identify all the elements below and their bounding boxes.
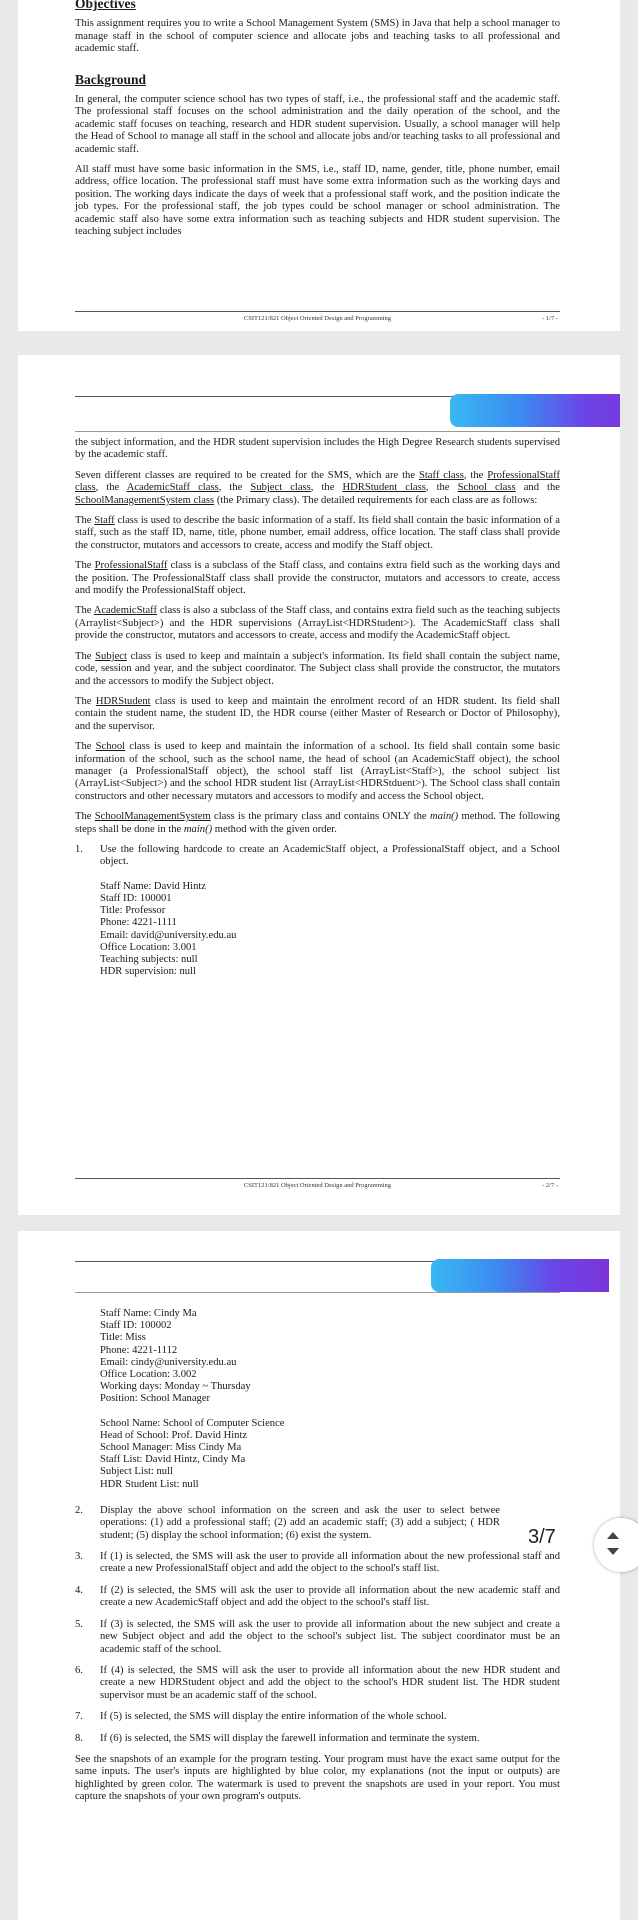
professional-staff-hardcode: Staff Name: Cindy Ma Staff ID: 100002 Title: Miss Phone: 4221-1112 Email: cindy@university.edu.au Office Location: 3.002 Working days: Monday ~ Thursday Position: School Manager	[100, 1308, 251, 1405]
objectives-paragraph: This assignment requires you to write a School Management System (SMS) in Java that help a school manager to manage staff in the school of computer science and allocate jobs and teaching tasks to all professional and academic staff.	[75, 18, 560, 55]
classes-overview-paragraph: Seven different classes are required to be created for the SMS, which are the Staff class, the ProfessionalStaff class, the AcademicStaff class, the Subject class, the HDRStudent class, the School class and the SchoolManagementSystem class (the Primary class). The detailed requirements for each class are as follows:	[75, 469, 560, 506]
list-item: 4. If (2) is selected, the SMS will ask the user to provide all information about the new academic staff and create a new AcademicStaff object and add the object to the school's staff list.	[75, 1584, 560, 1609]
school-hardcode: School Name: School of Computer Science Head of School: Prof. David Hintz School Manager: Miss Cindy Ma Staff List: David Hintz, Cindy Ma Subject List: null HDR Student List: null	[100, 1417, 285, 1490]
subject-class-paragraph: The Subject class is used to keep and maintain a subject's information. Its field shall contain the subject name, code, session and year, and the subject coordinator. The Subject class shall provide the constructor, the mutators and the accessors to modify the Subject object.	[75, 650, 560, 687]
objectives-heading: Objectives	[75, 0, 136, 11]
list-item: 6. If (4) is selected, the SMS will ask the user to provide all information about the new HDR student and create a new HDRStudent object and add the object to the school's HDR student list. The HDR student supervisor must be an academic staff of the school.	[75, 1664, 560, 1701]
page2-header-rule-lower	[75, 431, 560, 432]
steps-list-part1	[75, 844, 560, 978]
page2-content	[75, 437, 560, 987]
page2-header-banner	[450, 394, 620, 427]
continuation-paragraph: the subject information, and the HDR student supervision includes the High Degree Research students supervised by the academic staff.	[75, 437, 560, 461]
school-class-paragraph: The School class is used to keep and maintain the information of a school. Its field shall contain some basic information of the school, such as the school name, the head of school (an AcademicStaff object), the school manager (a ProfessionalStaff object), the school staff list (ArrayList<Staff>), the school subject list (ArrayList<Subject>) and the school HDR student list (ArrayList<HDRStduent>). The School class shall contain constructors and other necessary mutators and accessors to modify and access the School object.	[75, 741, 561, 802]
background-heading: Background	[75, 71, 147, 87]
page1-footer	[75, 311, 560, 322]
closing-paragraph: See the snapshots of an example for the program testing. Your program must have the exact same output for the same inputs. The user's inputs are highlighted by blue color, my explanations (not the input or outputs) are highlighted by green color. The watermark is used to prevent the snapshots are used in your report. You must capture the snapshots of your own program's outputs.	[75, 1753, 560, 1803]
list-item: 1. Use the following hardcode to create an AcademicStaff object, a ProfessionalStaff object, and a School object. Staff Name: David Hintz Staff ID: 100001 Title: Professor Phone: 4221-1111 Email: david@university.edu.au Office Location: 3.001 Teaching subjects: null HDR supervision: null	[75, 843, 560, 978]
list-item: 3. If (1) is selected, the SMS will ask the user to provide all information about the new professional staff and create a new ProfessionalStaff object and add the object to the school's staff list.	[75, 1551, 560, 1575]
document-page-2	[18, 355, 620, 1215]
document-page-3	[18, 1231, 620, 1920]
hdr-student-paragraph: The HDRStudent class is used to keep and maintain the enrolment record of an HDR student. Its field shall contain the student name, the student ID, the HDR course (either Master of Research or Doctor of Philosophy), and the supervisor.	[75, 695, 560, 732]
list-item: 5. If (3) is selected, the SMS will ask the user to provide all information about the new subject and create a new Subject object and add the object to the school's subject list. The subject coordinator must be an academic staff of the school.	[75, 1618, 560, 1655]
background-paragraph-2: All staff must have some basic information in the SMS, i.e., staff ID, name, gender, title, phone number, email address, office location. The professional staff must have some extra information such as the working days and position. The working days indicate the days of week that a professional staff work, and the position indicate the job types. For the professional staff, the job types could be school manager or school administration. The academic staff also have some extra information such as teaching subjects and HDR student supervision. The teaching subject includes	[75, 164, 560, 238]
footer-page-number: - 2/7 -	[542, 1182, 558, 1189]
footer-course-title: CSIT121/821 Object Oriented Design and Programming	[243, 1182, 392, 1189]
list-item: 8. If (6) is selected, the SMS will display the farewell information and terminate the system.	[75, 1732, 480, 1744]
page3-header-rule-lower	[75, 1292, 560, 1293]
staff-class-paragraph: The Staff class is used to describe the basic information of a staff. Its field shall contain the basic information of a staff, such as the staff ID, name, title, phone number, email address, office location. The staff class shall provide the constructor, mutators and accessors to create, access and modify the Staff object.	[75, 515, 560, 551]
chevron-down-icon[interactable]	[607, 1548, 619, 1555]
page1-content	[75, 0, 560, 247]
list-item: 7. If (5) is selected, the SMS will display the entire information of the whole school.	[75, 1711, 447, 1723]
professional-staff-paragraph: The ProfessionalStaff class is a subclass of the Staff class, and contains extra field such as the working days and the position. The ProfessionalStaff class shall provide the constructor, mutators and accessors to create, access and modify the ProfessionalStaff object.	[75, 560, 560, 597]
list-item: 2. Display the above school information on the screen and ask the user to select betwee operations: (1) add a professional staff; (2) add an academic staff; (3) add a subject; ( HDR student; (5) display the school information; (6) exist the system.	[75, 1504, 500, 1541]
page3-content	[75, 1308, 560, 1812]
academic-staff-hardcode: Staff Name: David Hintz Staff ID: 100001 Title: Professor Phone: 4221-1111 Email: david@university.edu.au Office Location: 3.001 Teaching subjects: null HDR supervision: null	[100, 880, 237, 978]
steps-list-part2	[75, 1505, 560, 1745]
sms-class-paragraph: The SchoolManagementSystem class is the primary class and contains ONLY the main() method. The following steps shall be done in the main() method with the given order.	[75, 811, 560, 835]
document-page-1	[18, 0, 620, 331]
page-indicator: 3/7	[524, 1526, 560, 1549]
page2-footer	[75, 1178, 560, 1189]
footer-course-title: CSIT121/821 Object Oriented Design and Programming	[243, 315, 392, 322]
background-paragraph-1: In general, the computer science school has two types of staff, i.e., the professional staff and the academic staff. The professional staff focuses on the school administration and the daily operation of the school, and the academic staff focuses on teaching, research and HDR student supervision. Usually, a school manager will help the Head of School to manage all staff in the school and allocate jobs and/or teaching tasks to all professional and academic staff.	[75, 94, 560, 155]
footer-page-number: - 1/7 -	[542, 315, 558, 322]
academic-staff-paragraph: The AcademicStaff class is also a subclass of the Staff class, and contains extra field such as the teaching subjects (Arraylist<Subject>) and the HDR supervisions (ArrayList<HDRStudent>). The AcademicStaff class shall provide the constructor, mutators and accessors to create, access and modify the AcademicStaff object.	[75, 605, 560, 642]
page3-header-banner	[431, 1259, 609, 1292]
chevron-up-icon[interactable]	[607, 1532, 619, 1539]
